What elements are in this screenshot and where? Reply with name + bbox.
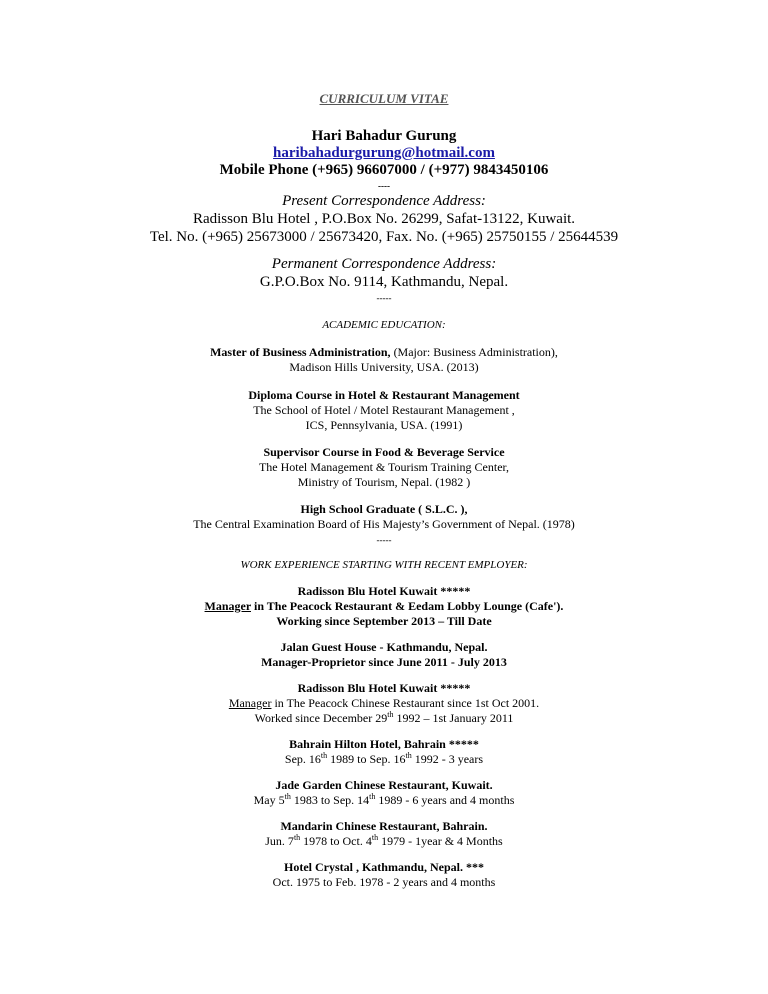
candidate-name: Hari Bahadur Gurung [311,128,457,144]
email-link[interactable]: haribahadurgurung@hotmail.com [273,145,495,161]
work-heading: WORK EXPERIENCE STARTING WITH RECENT EMPLOYER: [240,559,528,571]
job3-period [0,712,768,724]
job5-period-part: May 5 [253,793,285,807]
ordinal-suffix: th [387,710,394,719]
job4-employer: Bahrain Hilton Hotel, Bahrain ***** [289,737,479,751]
present-address-label: Present Correspondence Address: [282,193,486,209]
job3-role-detail: in The Peacock Chinese Restaurant since 1st Oct 2001. [271,696,540,710]
job5-employer: Jade Garden Chinese Restaurant, Kuwait. [275,778,493,792]
job3-period-start: Worked since December 29 [254,711,388,725]
ordinal-suffix: th [369,792,376,801]
education-heading: ACADEMIC EDUCATION: [322,319,446,331]
job3-role [0,697,768,709]
job2-employer: Jalan Guest House - Kathmandu, Nepal. [280,640,488,654]
permanent-address-label: Permanent Correspondence Address: [271,256,497,272]
job3-period-end: 1992 – 1st January 2011 [393,711,514,725]
slc-board: The Central Examination Board of His Majesty’s Government of Nepal. (1978) [193,517,575,531]
job4-period-part: 1989 to Sep. 16 [327,752,406,766]
telephone-fax: Tel. No. (+965) 25673000 / 25673420, Fax. No. (+965) 25750155 / 25644539 [149,229,619,245]
job4-period-part: 1992 - 3 years [411,752,484,766]
job4-period-part: Sep. 16 [284,752,321,766]
job1-period: Working since September 2013 – Till Date [276,614,492,628]
ordinal-suffix: th [293,833,301,842]
separator: ----- [376,535,392,545]
job7-employer: Hotel Crystal , Kathmandu, Nepal. *** [283,860,484,874]
job6-period-part: 1978 to Oct. 4 [300,834,372,848]
job3-employer: Radisson Blu Hotel Kuwait ***** [297,681,471,695]
present-address: Radisson Blu Hotel , P.O.Box No. 26299, Safat-13122, Kuwait. [192,211,576,227]
job4-period [0,753,768,765]
document-title: CURRICULUM VITAE [319,91,449,106]
job2-role: Manager-Proprietor since June 2011 - July 2013 [261,655,507,669]
supervisor-school: The Hotel Management & Tourism Training Center, [258,460,510,474]
job5-period [0,794,768,806]
job7-period: Oct. 1975 to Feb. 1978 - 2 years and 4 months [272,875,496,889]
job1-employer: Radisson Blu Hotel Kuwait ***** [297,584,471,598]
diploma-school: The School of Hotel / Motel Restaurant Management , [253,403,515,417]
mobile-phone: Mobile Phone (+965) 96607000 / (+977) 9843450106 [219,162,549,178]
supervisor-title: Supervisor Course in Food & Beverage Service [263,445,505,459]
mba-degree: Master of Business Administration, [210,345,391,359]
job6-period [0,835,768,847]
job5-period-part: 1983 to Sep. 14 [290,793,370,807]
slc-title: High School Graduate ( S.L.C. ), [300,502,468,516]
supervisor-place: Ministry of Tourism, Nepal. (1982 ) [297,475,471,489]
separator: ----- [376,293,392,303]
job6-period-part: Jun. 7 [265,834,294,848]
education-mba [0,346,768,358]
job1-role [0,600,768,612]
job6-employer: Mandarin Chinese Restaurant, Bahrain. [280,819,488,833]
permanent-address: G.P.O.Box No. 9114, Kathmandu, Nepal. [259,274,509,290]
separator: ---- [378,181,390,191]
diploma-title: Diploma Course in Hotel & Restaurant Management [248,388,520,402]
diploma-place: ICS, Pennsylvania, USA. (1991) [305,418,463,432]
job3-role-title: Manager [228,696,272,710]
job1-role-title: Manager [204,599,251,613]
ordinal-suffix: th [320,751,328,760]
job5-period-part: 1989 - 6 years and 4 months [375,793,515,807]
mba-school: Madison Hills University, USA. (2013) [289,360,479,374]
ordinal-suffix: th [371,833,379,842]
job6-period-part: 1979 - 1year & 4 Months [378,834,503,848]
job1-role-detail: in The Peacock Restaurant & Eedam Lobby Lounge (Cafe'). [250,599,564,613]
ordinal-suffix: th [405,751,412,760]
ordinal-suffix: th [284,792,291,801]
mba-major: (Major: Business Administration), [390,345,558,359]
